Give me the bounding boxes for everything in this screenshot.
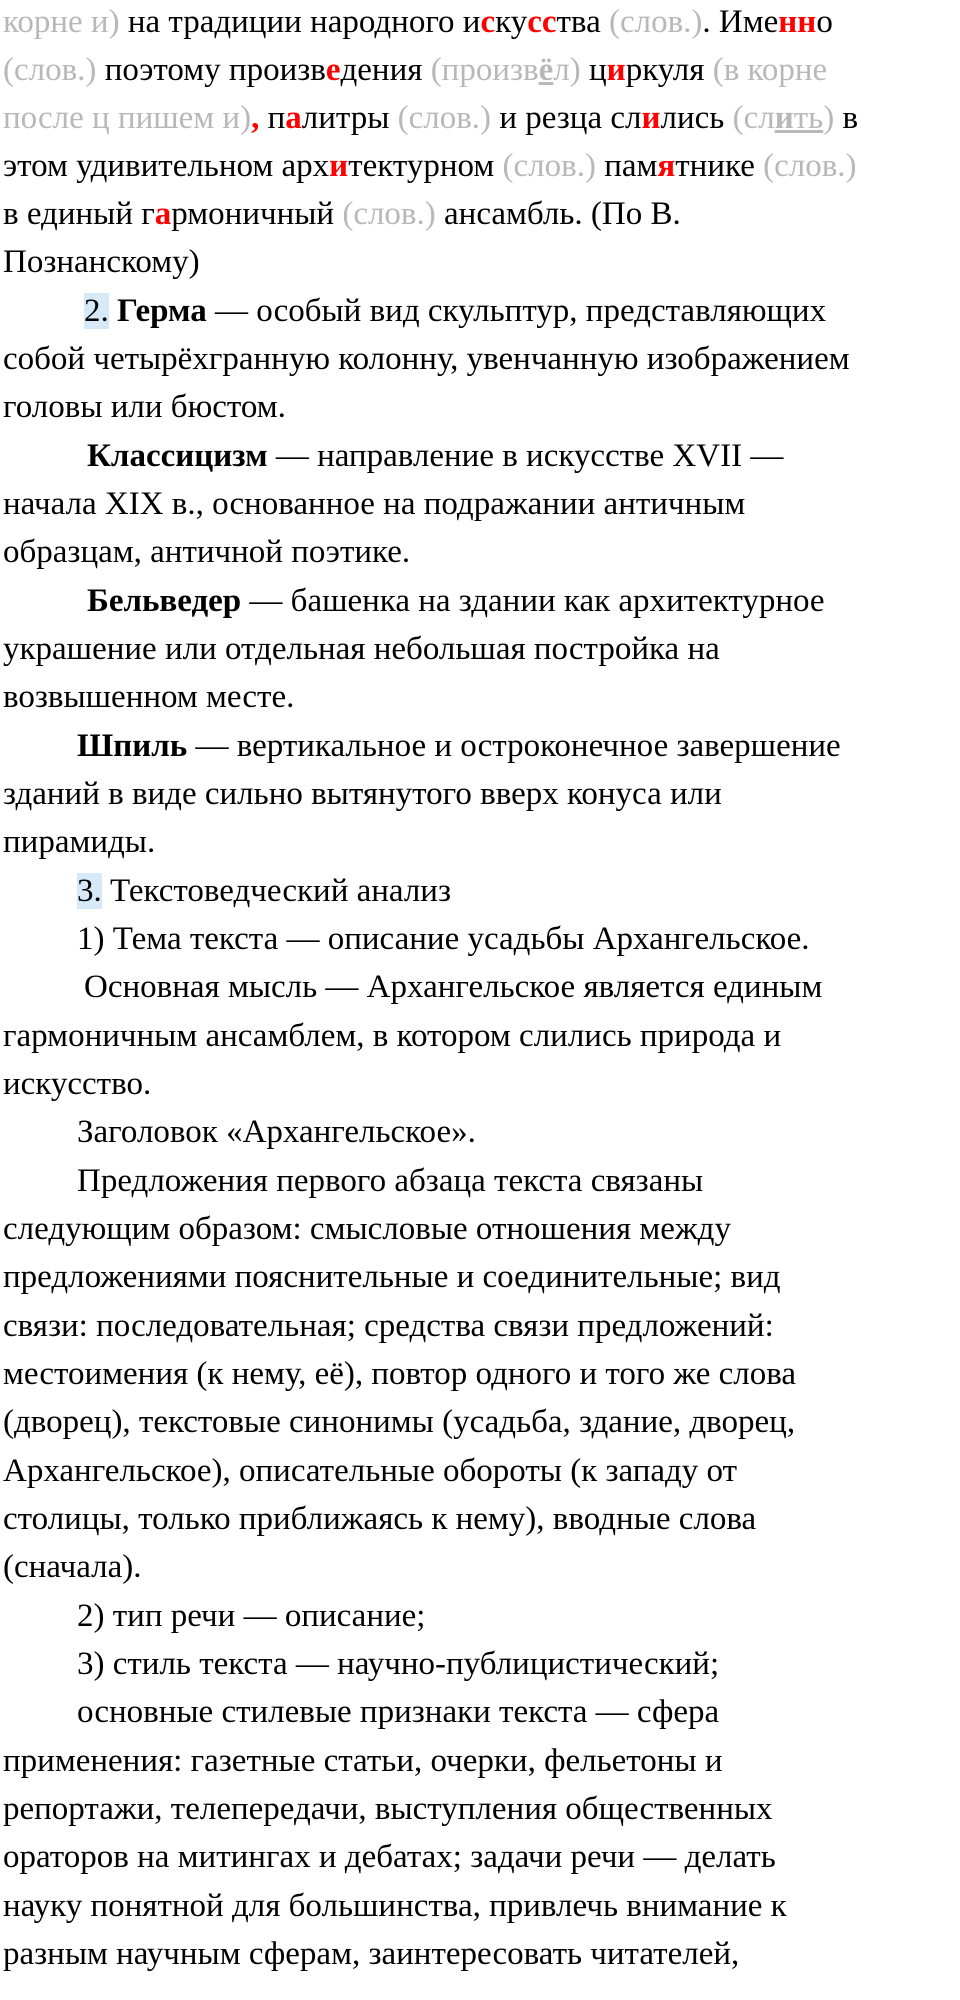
note-gray: после ц пишем и) [3, 100, 252, 136]
note-underlined-bold: и [774, 100, 794, 136]
term-bold: Герма [117, 293, 207, 329]
text-line [3, 387, 286, 427]
text-line [3, 2, 833, 42]
text-run: лись [660, 100, 733, 136]
text-line [3, 1016, 781, 1056]
text-line [84, 967, 822, 1007]
section-number: 3. [77, 873, 102, 909]
highlight-letter: е [325, 52, 341, 88]
text-line [3, 1499, 756, 1539]
text-run: (сначала). [3, 1549, 142, 1585]
text-run: (дворец), текстовые синонимы (усадьба, здание, дворец, [3, 1404, 796, 1440]
note-gray: (слов.) [397, 100, 492, 136]
text-run: начала XIX в., основанное на подражании античным [3, 486, 746, 522]
text-line [3, 484, 745, 524]
text-run [109, 293, 117, 329]
text-run: ркуля [625, 52, 713, 88]
text-line [3, 1547, 142, 1587]
text-line [3, 774, 722, 814]
text-run: п [259, 100, 286, 136]
text-run: гармоничным ансамблем, в котором слились природа и [3, 1018, 782, 1054]
text-line [84, 291, 826, 331]
note-gray: (в корне [712, 52, 828, 88]
text-run: ораторов на митингах и дебатах; задачи речи — делать [3, 1839, 776, 1875]
text-line [3, 677, 294, 717]
text-run: разным научным сферам, заинтересовать читателей, [3, 1936, 740, 1972]
note-underlined: ть [793, 100, 824, 136]
text-line [3, 1064, 151, 1104]
text-run: 2) тип речи — описание; [77, 1598, 426, 1634]
text-run: ку [495, 4, 528, 40]
section-number: 2. [84, 293, 109, 329]
text-run: 1) Тема текста — описание усадьбы Архангельское. [77, 921, 810, 957]
text-line [3, 1306, 774, 1346]
text-run: в единый г [3, 196, 155, 232]
text-line [3, 146, 857, 186]
note-gray: л) [553, 52, 581, 88]
text-run: — особый вид скульптур, представляющих [206, 293, 827, 329]
text-run: Предложения первого абзаца текста связаны [77, 1163, 704, 1199]
text-line [77, 1596, 425, 1636]
text-run: предложениями пояснительные и соединительные; вид [3, 1259, 781, 1295]
note-gray: (слов.) [763, 148, 857, 184]
text-run: этом удивительном арх [3, 148, 330, 184]
text-line [77, 1644, 719, 1684]
text-run: связи: последовательная; средства связи предложений: [3, 1308, 774, 1344]
text-run: ц [580, 52, 607, 88]
term-bold: Бельведер [87, 583, 242, 619]
text-run: пирамиды. [3, 824, 156, 860]
highlight-letter: и [641, 100, 661, 136]
text-run: — направление в искусстве XVII — [267, 438, 784, 474]
text-run: репортажи, телепередачи, выступления общественных [3, 1791, 773, 1827]
note-gray: (слов.) [3, 52, 97, 88]
text-run: ансамбль. (По В. [435, 196, 681, 232]
text-run: Текстоведческий анализ [101, 873, 452, 909]
note-gray: ) [823, 100, 835, 136]
text-line [3, 98, 858, 138]
text-run: применения: газетные статьи, очерки, фельетоны и [3, 1743, 723, 1779]
text-run: Основная мысль — Архангельское является единым [84, 969, 823, 1005]
text-line [77, 919, 810, 959]
highlight-letter: сс [527, 4, 557, 40]
text-line [3, 1886, 787, 1926]
text-run: собой четырёхгранную колонну, увенчанную изображением [3, 341, 850, 377]
text-line [3, 339, 850, 379]
text-run: следующим образом: смысловые отношения между [3, 1211, 731, 1247]
text-run: Познанскому) [3, 244, 200, 280]
text-line [77, 1112, 476, 1152]
term-bold: Классицизм [87, 438, 268, 474]
text-line [77, 1692, 719, 1732]
text-line [3, 1354, 796, 1394]
text-run: тнике [675, 148, 764, 184]
text-line [87, 581, 825, 621]
text-run: Заголовок «Архангельское». [77, 1114, 476, 1150]
text-line [3, 822, 155, 862]
text-run: на традиции народного и [119, 4, 481, 40]
text-run: головы или бюстом. [3, 389, 286, 425]
note-underlined-bold: ё [538, 52, 554, 88]
text-run: местоимения (к нему, её), повтор одного и того же слова [3, 1356, 797, 1392]
text-line [3, 1741, 723, 1781]
text-run: образцам, античной поэтике. [3, 534, 411, 570]
highlight-letter: а [285, 100, 302, 136]
highlight-letter: нн [778, 4, 817, 40]
text-run: тектурном [348, 148, 503, 184]
note-gray: (слов.) [608, 4, 703, 40]
highlight-letter: и [606, 52, 626, 88]
text-line [87, 436, 783, 476]
text-run: тва [556, 4, 609, 40]
note-gray: (произв [430, 52, 539, 88]
text-run: . Име [702, 4, 779, 40]
text-run: 3) стиль текста — научно-публицистический; [77, 1646, 720, 1682]
text-line [3, 242, 200, 282]
text-run: столицы, только приближаясь к нему), вводные слова [3, 1501, 757, 1537]
text-line [3, 532, 410, 572]
note-gray: (сл [732, 100, 775, 136]
text-run: поэтому произв [96, 52, 326, 88]
text-run: рмоничный [171, 196, 343, 232]
highlight-letter: я [657, 148, 676, 184]
text-line [3, 1257, 781, 1297]
text-run: возвышенном месте. [3, 679, 295, 715]
note-gray: корне и) [3, 4, 120, 40]
term-bold: Шпиль [77, 728, 188, 764]
highlight-letter: и [329, 148, 349, 184]
text-run: дения [340, 52, 431, 88]
text-run: украшение или отдельная небольшая постройка на [3, 631, 720, 667]
text-run: — вертикальное и остроконечное завершение [187, 728, 841, 764]
text-run: в [834, 100, 859, 136]
text-line [3, 1402, 795, 1442]
text-line [77, 1161, 703, 1201]
text-run: о [816, 4, 833, 40]
text-line [3, 1789, 773, 1829]
text-line [77, 871, 451, 911]
text-run: и резца сл [491, 100, 642, 136]
highlight-letter: , [251, 100, 260, 136]
text-line [3, 629, 720, 669]
text-run: Архангельское), описательные обороты (к западу от [3, 1453, 738, 1489]
text-line [77, 726, 841, 766]
text-line [3, 1934, 739, 1974]
text-line [3, 1451, 737, 1491]
text-line [3, 50, 827, 90]
highlight-letter: с [480, 4, 496, 40]
highlight-letter: а [154, 196, 172, 232]
text-run: — башенка на здании как архитектурное [241, 583, 825, 619]
text-line [3, 1209, 731, 1249]
text-run: литры [301, 100, 398, 136]
text-line [3, 1837, 776, 1877]
note-gray: (слов.) [342, 196, 436, 232]
text-run: искусство. [3, 1066, 152, 1102]
text-line [3, 194, 681, 234]
text-run: пам [595, 148, 658, 184]
text-run: науку понятной для большинства, привлечь внимание к [3, 1888, 787, 1924]
note-gray: (слов.) [502, 148, 596, 184]
text-run: зданий в виде сильно вытянутого вверх конуса или [3, 776, 722, 812]
text-run: основные стилевые признаки текста — сфера [77, 1694, 720, 1730]
